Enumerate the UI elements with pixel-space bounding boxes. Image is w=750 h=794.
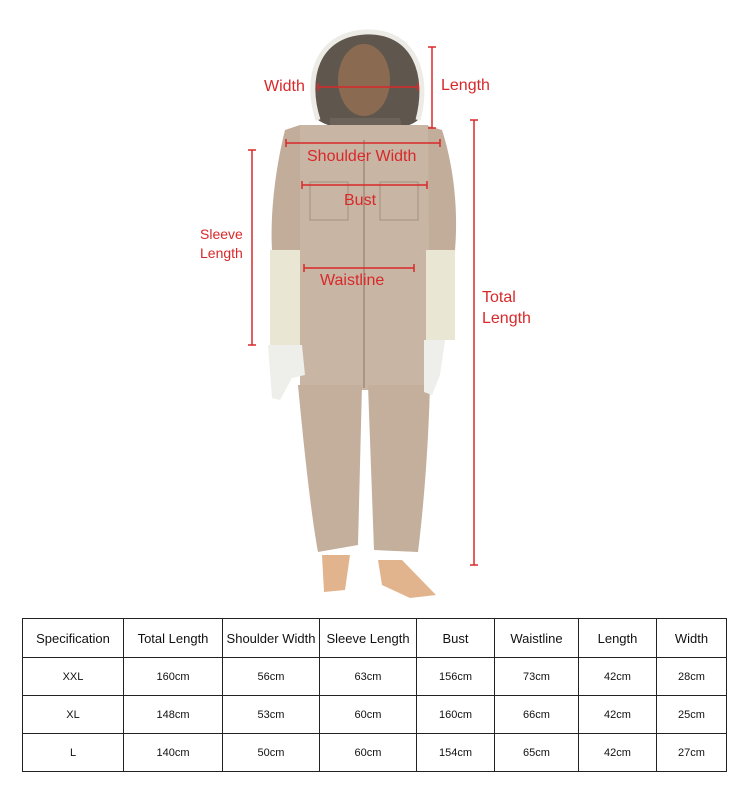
header-bust: Bust (417, 619, 495, 658)
sleeve-length-label-line1: Sleeve (200, 226, 243, 242)
hood-veil (313, 32, 422, 140)
bust-label: Bust (344, 192, 377, 209)
right-glove (426, 250, 455, 340)
table-cell: 28cm (657, 658, 727, 696)
table-cell: 160cm (417, 696, 495, 734)
table-cell: 42cm (579, 696, 657, 734)
left-foot (322, 555, 350, 592)
table-cell: 42cm (579, 734, 657, 772)
right-glove-hand (424, 340, 445, 395)
header-shoulder-width: Shoulder Width (223, 619, 320, 658)
table-cell-size: XL (23, 696, 124, 734)
table-cell: 27cm (657, 734, 727, 772)
table-cell: 148cm (124, 696, 223, 734)
table-cell: 56cm (223, 658, 320, 696)
table-row (23, 696, 727, 734)
table-cell: 160cm (124, 658, 223, 696)
table-cell: 73cm (495, 658, 579, 696)
size-specification-table (22, 618, 727, 772)
header-width: Width (657, 619, 727, 658)
shoulder-width-label: Shoulder Width (307, 148, 417, 165)
table-cell: 156cm (417, 658, 495, 696)
header-sleeve-length: Sleeve Length (320, 619, 417, 658)
width-label: Width (264, 78, 305, 95)
waistline-label: Waistline (320, 272, 385, 289)
table-row (23, 658, 727, 696)
table-cell: 140cm (124, 734, 223, 772)
table-row (23, 734, 727, 772)
right-foot (378, 560, 436, 598)
table-cell: 66cm (495, 696, 579, 734)
header-waistline: Waistline (495, 619, 579, 658)
table-cell: 154cm (417, 734, 495, 772)
table-cell-size: L (23, 734, 124, 772)
header-specification: Specification (23, 619, 124, 658)
left-glove (270, 250, 300, 345)
table-cell: 60cm (320, 734, 417, 772)
table-cell: 65cm (495, 734, 579, 772)
total-length-label-line2: Length (482, 310, 531, 327)
total-length-label-line1: Total (482, 289, 516, 306)
table-cell: 53cm (223, 696, 320, 734)
suit-left-leg (298, 385, 362, 552)
suit-right-leg (368, 385, 430, 552)
length-label: Length (441, 77, 490, 94)
sleeve-length-label-line2: Length (200, 245, 243, 261)
table-header-row (23, 619, 727, 658)
table-cell: 63cm (320, 658, 417, 696)
table-cell: 42cm (579, 658, 657, 696)
table-cell: 60cm (320, 696, 417, 734)
table-cell: 25cm (657, 696, 727, 734)
table-cell: 50cm (223, 734, 320, 772)
header-length: Length (579, 619, 657, 658)
header-total-length: Total Length (124, 619, 223, 658)
table-cell-size: XXL (23, 658, 124, 696)
